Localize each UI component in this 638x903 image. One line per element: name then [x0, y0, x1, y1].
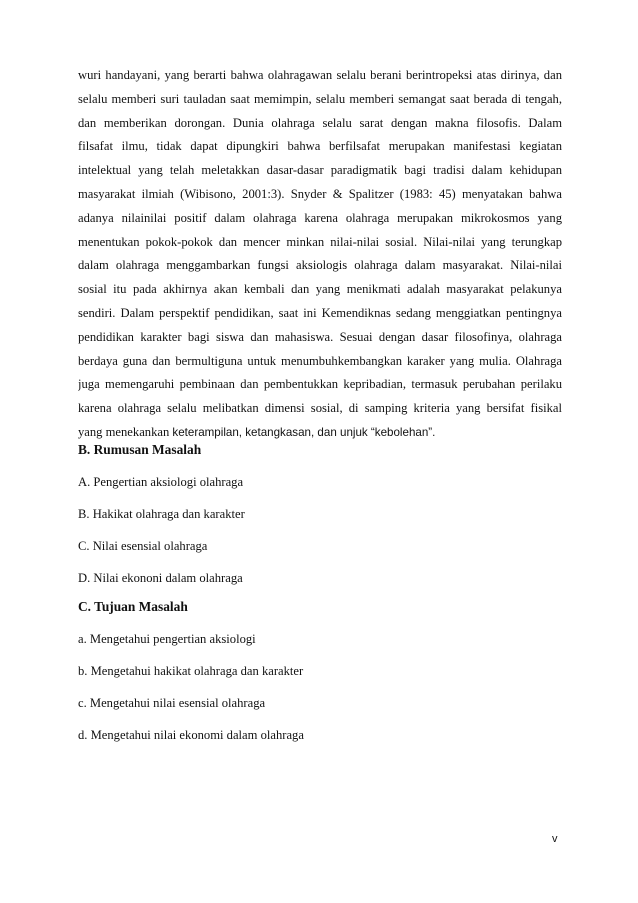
- paragraph-line: menentukan pokok-pokok dan mencer minkan nilai-nilai sosial. Nilai-nilai yang terungkap: [78, 234, 562, 249]
- paragraph-line: wuri handayani, yang berarti bahwa olahragawan selalu berani berintropeksi atas dirinya, dan: [78, 68, 562, 82]
- section-b-item: B. Hakikat olahraga dan karakter: [78, 507, 245, 521]
- paragraph-line: filsafat ilmu, tidak dapat dipungkiri bahwa berfilsafat merupakan manifestasi kegiatan: [78, 139, 562, 154]
- paragraph-line: sendiri. Dalam perspektif pendidikan, saat ini Kemendiknas sedang menggiatkan pentingnya: [78, 305, 562, 320]
- body-paragraph: [78, 64, 562, 445]
- section-c-heading: C. Tujuan Masalah: [78, 599, 188, 614]
- paragraph-line: pendidikan karakter bagi siswa dan mahasiswa. Sesuai dengan dasar filosofinya, olahraga: [78, 329, 562, 344]
- section-c-item: d. Mengetahui nilai ekonomi dalam olahraga: [78, 728, 304, 742]
- paragraph-line: sosial itu pada akhirnya akan kembali dan yang menikmati adalah masyarakat pelakunya: [78, 282, 562, 297]
- paragraph-line: dalam olahraga menggambarkan fungsi aksiologis olahraga dalam masyarakat. Nilai-nilai: [78, 258, 562, 273]
- last-line-end: keterampilan, ketangkasan, dan unjuk “kebolehan”.: [172, 425, 436, 439]
- page-number: v: [552, 833, 558, 845]
- paragraph-line: selalu memberi suri tauladan saat memimpin, selalu memberi semangat saat berada di tengah,: [78, 91, 562, 106]
- paragraph-line: karena olahraga selalu melibatkan dimensi sosial, di samping kriteria yang bersifat fisikal: [78, 401, 562, 416]
- paragraph-line: berdaya guna dan bermultiguna untuk menumbuhkembangkan karaker yang mulia. Olahraga: [78, 353, 562, 368]
- paragraph-line: intelektual yang telah meletakkan dasar-dasar paradigmatik bagi tradisi dalam kehidupan: [78, 163, 562, 178]
- section-b-item: D. Nilai ekononi dalam olahraga: [78, 571, 243, 585]
- section-c-item: c. Mengetahui nilai esensial olahraga: [78, 696, 266, 710]
- section-c-item: a. Mengetahui pengertian aksiologi: [78, 632, 256, 646]
- section-b-heading: B. Rumusan Masalah: [78, 442, 202, 457]
- last-line-start: yang menekankan: [78, 424, 173, 439]
- section-b-item: A. Pengertian aksiologi olahraga: [78, 475, 244, 489]
- section-b-item: C. Nilai esensial olahraga: [78, 539, 208, 553]
- paragraph-line: masyarakat ilmiah (Wibisono, 2001:3). Snyder & Spalitzer (1983: 45) menyatakan bahwa: [78, 186, 562, 201]
- paragraph-line: adanya nilainilai positif dalam olahraga karena olahraga merupakan mikrokosmos yang: [78, 210, 562, 225]
- paragraph-line: juga memengaruhi pembinaan dan pembentukkan kepribadian, termasuk perubahan perilaku: [78, 377, 562, 392]
- section-c-item: b. Mengetahui hakikat olahraga dan karakter: [78, 664, 304, 678]
- paragraph-line: dan memberikan dorongan. Dunia olahraga selalu sarat dengan makna filosofis. Dalam: [78, 115, 562, 130]
